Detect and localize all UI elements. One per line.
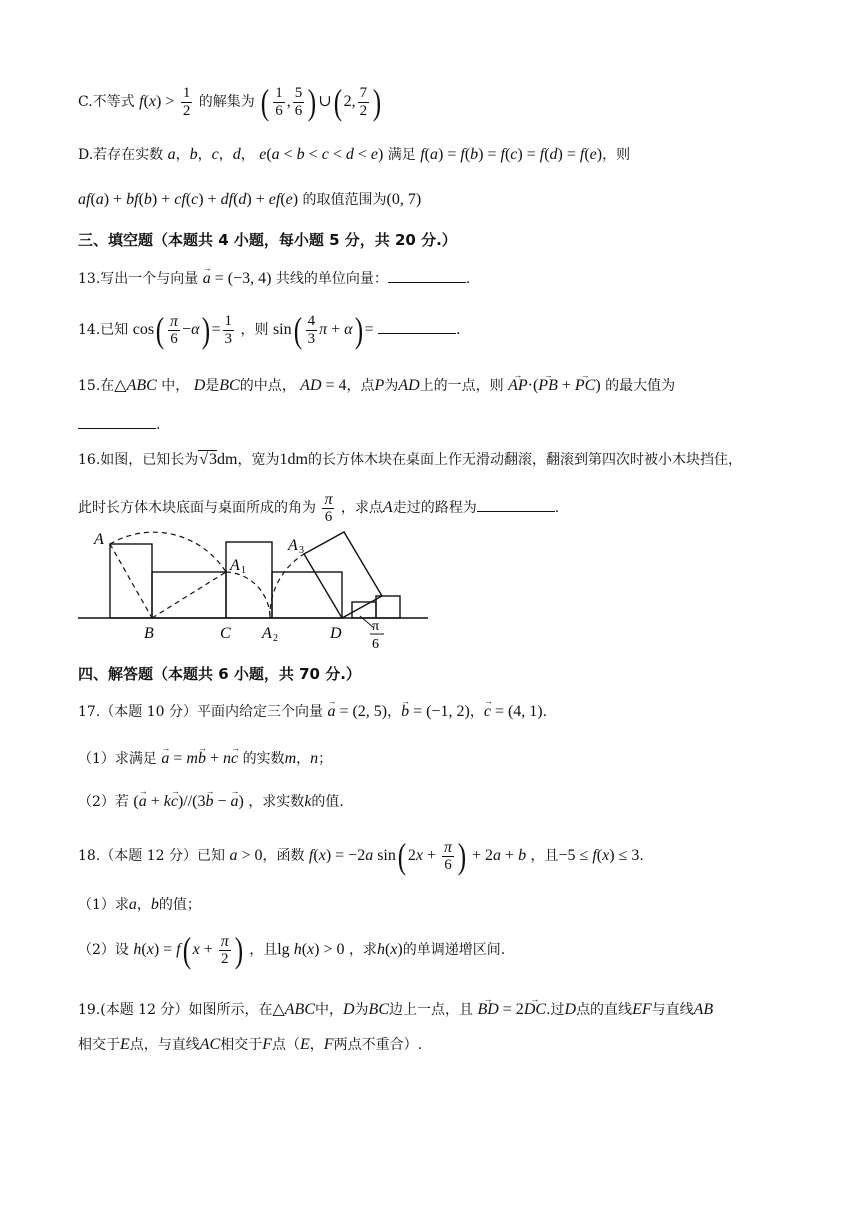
- section-4-heading: 四、解答题（本题共 6 小题，共 70 分.）: [78, 665, 361, 683]
- question-17-part-1: （1）求满足 → a = m→ b + n→ c 的实数m，n；: [78, 749, 332, 769]
- question-15: 15.在△ABC 中， D是BC的中点， AD = 4，点P为AD上的一点，则 → AP·(→ PB + → PC) 的最大值为: [78, 376, 675, 396]
- block-position-3: [226, 542, 272, 618]
- question-18: 18.（本题 12 分）已知 a > 0，函数 f(x) = −2a sin( 2x + $\frac{\pi}{6}$ ) + 2a + b ，且−5 ≤ f(x) ≤ 3.: [78, 836, 644, 876]
- question-14: 14.已知 cos( $\frac{\pi}{6}$ −α) = $\frac{1}{3}$ ，则 sin( $\frac{4}{3}$ π + α) = .: [78, 310, 461, 350]
- block-tilted: [304, 532, 382, 618]
- angle-label-den: 6: [372, 637, 379, 650]
- answer-blank[interactable]: [388, 266, 466, 283]
- question-19-cont: 相交于E点，与直线AC相交于F点（E，F两点不重合）.: [78, 1036, 423, 1053]
- option-d: D.若存在实数 a，b，c，d， e(a < b < c < d < e) 满足 f(a) = f(b) = f(c) = f(d) = f(e)，则: [78, 146, 631, 163]
- fraction-half: $\frac{1}{2}$: [182, 84, 191, 119]
- label-D: D: [330, 625, 342, 642]
- label-A1: A: [230, 557, 240, 574]
- option-c: C.不等式 f(x) > $\frac{1}{2}$ 的解集为 ( $\frac{1}{6}$ , $\frac{5}{6}$ ) ∪( 2, $\frac{7}{2}$ ): [78, 82, 382, 122]
- answer-blank[interactable]: [78, 412, 156, 429]
- label-B: B: [144, 625, 154, 642]
- question-17: 17.（本题 10 分）平面内给定三个向量 → a = (2, 5)，→ b = (−1, 2)，→ c = (4, 1).: [78, 702, 547, 722]
- label-A: A: [94, 531, 104, 548]
- svg-text:1: 1: [241, 565, 246, 576]
- question-15-blank: .: [78, 412, 160, 435]
- question-18-part-1: （1）求a，b的值；: [78, 896, 201, 913]
- dashed-arc-1: [110, 532, 226, 572]
- answer-blank[interactable]: [477, 495, 555, 512]
- dashed-diagonal-2: [152, 572, 226, 618]
- section-3-heading: 三、填空题（本题共 4 小题，每小题 5 分，共 20 分.）: [78, 231, 457, 249]
- dashed-arc-3: [270, 554, 304, 618]
- question-13: 13.写出一个与向量 → a = (−3, 4) 共线的单位向量： .: [78, 266, 470, 289]
- question-18-part-2: （2）设 h(x) = f( x + $\frac{\pi}{2}$ ) ，且lg h(x) > 0 ，求h(x)的单调递增区间.: [78, 930, 506, 970]
- angle-label-num: π: [372, 619, 380, 634]
- question-17-part-2: （2）若 (→ a + k→ c)//(3→ b − → a) ，求实数k的值.: [78, 792, 344, 812]
- small-stopper-block: [376, 596, 400, 618]
- option-d-label: D.若存在实数: [78, 147, 164, 163]
- dashed-arc-2: [226, 572, 270, 618]
- label-A2: A: [262, 625, 272, 642]
- label-A3: A: [288, 537, 298, 554]
- question-16: 16.如图，已知长为√3dm，宽为1dm的长方体木块在桌面上作无滑动翻滚，翻滚到第四次时被小木块挡住，: [78, 451, 742, 468]
- answer-blank[interactable]: [378, 317, 456, 334]
- option-d-cont: af(a) + bf(b) + cf(c) + df(d) + ef(e) 的取值范围为(0, 7): [78, 191, 422, 208]
- label-C: C: [220, 625, 231, 642]
- block-position-4: [272, 572, 342, 618]
- rolling-block-figure: [76, 530, 436, 650]
- question-16-cont: 此时长方体木块底面与桌面所成的角为 $\frac{\pi}{6}$ ，求点A走过的路程为 .: [78, 490, 560, 525]
- svg-text:3: 3: [299, 545, 304, 556]
- dashed-diagonal-1: [110, 544, 152, 618]
- question-19: 19.(本题 12 分）如图所示，在△ABC中，D为BC边上一点，且 → BD = 2→ DC.过D点的直线EF与直线AB: [78, 1000, 713, 1020]
- option-c-label: C.不等式: [78, 94, 135, 110]
- svg-text:2: 2: [273, 633, 278, 644]
